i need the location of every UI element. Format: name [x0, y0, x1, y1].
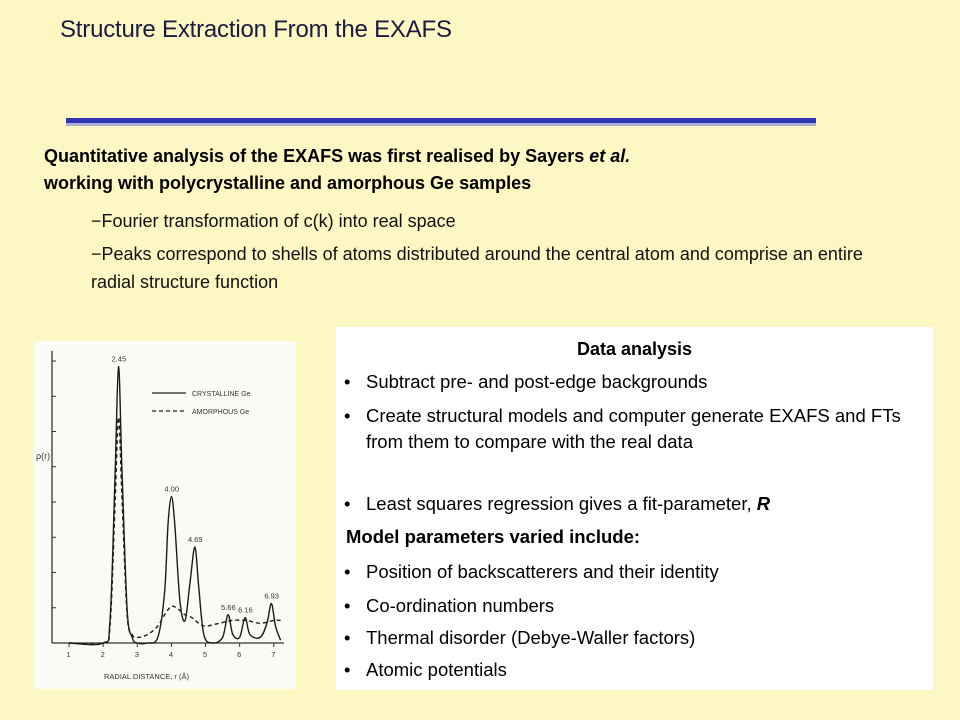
param-text: Position of backscatterers and their identity: [366, 561, 719, 582]
x-tick-label: 6: [237, 650, 242, 659]
x-tick-label: 3: [134, 650, 139, 659]
param-text: Thermal disorder (Debye-Waller factors): [366, 627, 696, 648]
bullet-marker: •: [344, 659, 351, 680]
peak-label: 5.66: [221, 602, 236, 612]
bullet-item: [344, 369, 924, 395]
bullet-marker: •: [344, 405, 351, 426]
x-axis-label: RADIAL DISTANCE, r (Å): [104, 672, 190, 681]
panel-heading: Data analysis: [576, 339, 693, 359]
title-underline: [66, 118, 816, 123]
bullet-marker: •: [344, 595, 351, 616]
peak-label: 6.93: [264, 591, 279, 601]
x-tick-label: 7: [271, 650, 276, 659]
sub-point-text: Fourier transformation of c(k) into real space: [101, 211, 456, 231]
dash-marker: −: [91, 211, 102, 231]
bullet-marker: •: [344, 627, 351, 648]
fit-parameter-r: R: [756, 493, 771, 514]
bullet-item: [344, 491, 924, 517]
y-axis-label: ρ(r): [36, 451, 51, 461]
legend: [152, 391, 251, 416]
intro-et-al: et al.: [589, 146, 631, 166]
legend-amorphous: AMORPHOUS Ge: [192, 409, 250, 416]
bullet-text-main: Least squares regression gives a fit-parameter,: [366, 493, 757, 514]
x-tick-label: 1: [66, 650, 71, 659]
param-item: [344, 559, 924, 585]
rdf-chart: [34, 341, 296, 689]
param-item: [344, 593, 924, 619]
bullet-text: Create structural models and computer generate EXAFS and FTs from them to compare with the real data: [366, 405, 901, 452]
slide-title: Structure Extraction From the EXAFS: [60, 16, 452, 43]
x-tick-label: 5: [203, 650, 208, 659]
bullet-marker: •: [344, 493, 351, 514]
bullet-item: [344, 403, 924, 455]
bullet-marker: •: [344, 561, 351, 582]
param-text: Atomic potentials: [366, 659, 507, 680]
legend-crystalline: CRYSTALLINE Ge: [192, 391, 251, 398]
bullet-text: [366, 491, 924, 517]
panel-subheading: Model parameters varied include:: [346, 526, 641, 547]
intro-line2: working with polycrystalline and amorphous Ge samples: [44, 173, 532, 193]
intro-text: [44, 143, 924, 197]
param-text: Co-ordination numbers: [366, 595, 555, 616]
intro-line1: Quantitative analysis of the EXAFS was first realised by Sayers: [44, 146, 590, 166]
param-item: [344, 657, 924, 683]
peak-label: 6.16: [238, 605, 253, 615]
sub-point-peaks: [91, 240, 911, 296]
param-item: [344, 625, 924, 651]
data-analysis-panel: [336, 327, 933, 690]
peak-label: 2.45: [111, 354, 127, 364]
dash-marker: −: [91, 244, 102, 264]
rdf-figure: [34, 341, 296, 689]
bullet-text: Subtract pre- and post-edge backgrounds: [366, 371, 708, 392]
x-tick-label: 2: [100, 650, 105, 659]
sub-point-fourier: [91, 207, 911, 235]
peak-label: 4.69: [187, 535, 203, 545]
bullet-marker: •: [344, 371, 351, 392]
peak-label: 4.00: [164, 484, 180, 494]
sub-point-text: Peaks correspond to shells of atoms distributed around the central atom and comprise an entire radial structure function: [91, 244, 863, 292]
x-tick-label: 4: [168, 650, 174, 659]
